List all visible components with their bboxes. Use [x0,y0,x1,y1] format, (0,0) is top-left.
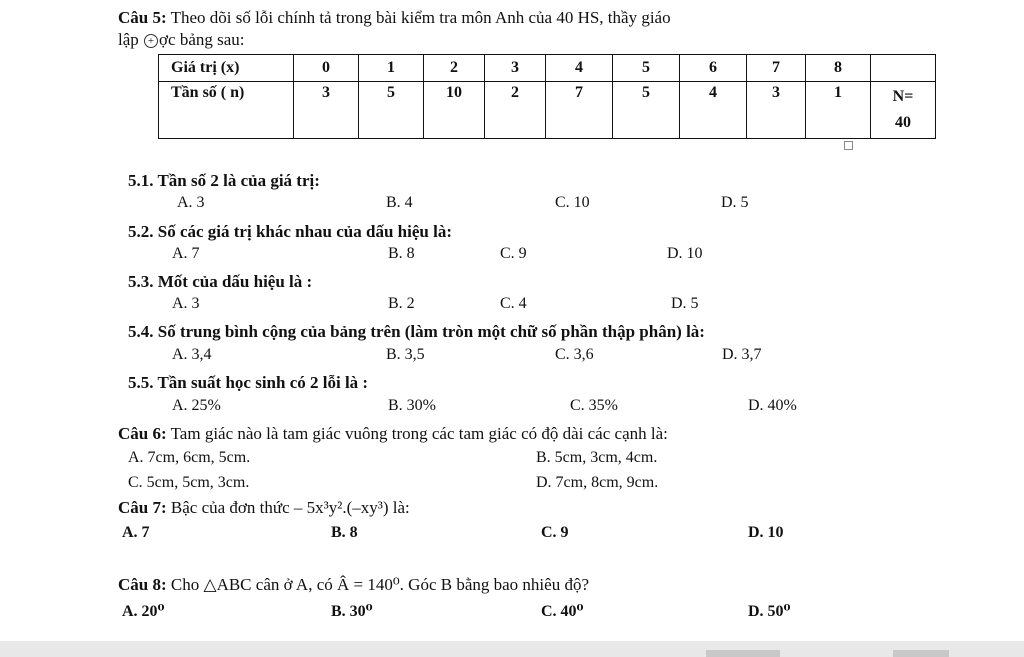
option-c[interactable]: C. 3,6 [555,346,594,363]
option-d[interactable]: D. 10 [748,524,784,541]
option-c[interactable]: C. 9 [500,245,527,262]
table-cell: 5 [613,82,680,139]
table-cell: 6 [680,55,747,82]
option-b[interactable]: B. 30% [388,397,436,414]
table-row-values [159,55,936,82]
table-cell-empty [871,55,936,82]
table-cell: 3 [294,82,359,139]
table-cell: 0 [294,55,359,82]
option-d[interactable]: D. 50⁰ [748,603,791,620]
question-5-5-stem: 5.5. Tần suất học sinh có 2 lỗi là : [128,373,369,392]
table-cell: 4 [546,55,613,82]
table-header-value: Giá trị (x) [159,55,294,82]
table-cell: 10 [424,82,485,139]
q5-intro-line2-start: lập [118,30,144,49]
option-a[interactable]: A. 3 [172,295,200,312]
question-5-2-stem: 5.2. Số các giá trị khác nhau của dấu hiệu là: [128,222,452,241]
scrollbar-thumb-secondary[interactable] [893,650,949,657]
q5-intro-line2 [118,30,245,50]
table-resize-handle-icon[interactable] [844,141,853,150]
table-cell: 5 [613,55,680,82]
table-cell: 4 [680,82,747,139]
table-cell: 5 [359,82,424,139]
q5-intro-line2-end: ợc bảng sau: [159,30,245,49]
q6-label: Câu 6: [118,424,167,443]
table-cell: 3 [485,55,546,82]
option-c[interactable]: C. 9 [541,524,569,541]
option-a[interactable]: A. 7cm, 6cm, 5cm. [128,449,251,466]
table-cell: 1 [359,55,424,82]
option-d[interactable]: D. 10 [667,245,703,262]
plus-icon[interactable]: + [144,34,158,48]
question-6-stem [118,424,668,444]
table-cell: 3 [747,82,806,139]
q7-expression: – 5x³y².(–xy³) [293,498,389,517]
option-a[interactable]: A. 20⁰ [122,603,165,620]
q8-stem-end: . Góc B bằng bao nhiêu độ? [399,575,589,594]
question-5-1-stem: 5.1. Tần số 2 là của giá trị: [128,171,320,190]
question-8-stem [118,575,589,595]
q7-stem-start: Bậc của đơn thức [166,498,294,517]
option-d[interactable]: D. 40% [748,397,797,414]
frequency-table [158,54,936,139]
option-b[interactable]: B. 5cm, 3cm, 4cm. [536,449,658,466]
option-d[interactable]: D. 5 [671,295,699,312]
option-a[interactable]: A. 7 [172,245,200,262]
option-d[interactable]: D. 3,7 [722,346,762,363]
q7-label: Câu 7: [118,498,167,517]
option-b[interactable]: B. 8 [388,245,415,262]
option-c[interactable]: C. 35% [570,397,618,414]
option-c[interactable]: C. 10 [555,194,590,211]
question-7-stem [118,498,410,518]
option-c[interactable]: C. 5cm, 5cm, 3cm. [128,474,250,491]
option-a[interactable]: A. 25% [172,397,221,414]
q6-stem-text: Tam giác nào là tam giác vuông trong các tam giác có độ dài các cạnh là: [166,424,668,443]
option-a[interactable]: A. 3,4 [172,346,212,363]
option-b[interactable]: B. 30⁰ [331,603,373,620]
table-cell: 1 [806,82,871,139]
table-cell: 7 [747,55,806,82]
option-a[interactable]: A. 7 [122,524,150,541]
table-header-frequency: Tần số ( n) [159,82,294,139]
option-b[interactable]: B. 4 [386,194,413,211]
total-value: 40 [895,114,911,131]
option-b[interactable]: B. 8 [331,524,358,541]
option-a[interactable]: A. 3 [177,194,205,211]
bottom-toolbar-strip [0,641,1024,657]
question-5-3-stem: 5.3. Mốt của dấu hiệu là : [128,272,313,291]
q8-stem-start: Cho △ABC cân ở A, có Â = 140⁰ [166,575,400,594]
table-cell: 2 [485,82,546,139]
table-row-frequencies [159,82,936,139]
q5-label: Câu 5: [118,8,167,27]
q5-intro-text: Theo dõi số lỗi chính tả trong bài kiểm tra môn Anh của 40 HS, thầy giáo [166,8,671,27]
table-cell: 2 [424,55,485,82]
q5-intro-line1 [118,8,671,28]
q7-stem-end: là: [388,498,410,517]
option-c[interactable]: C. 40⁰ [541,603,584,620]
option-c[interactable]: C. 4 [500,295,527,312]
option-b[interactable]: B. 3,5 [386,346,425,363]
option-d[interactable]: D. 7cm, 8cm, 9cm. [536,474,659,491]
option-d[interactable]: D. 5 [721,194,749,211]
table-cell-total [871,82,936,139]
option-b[interactable]: B. 2 [388,295,415,312]
table-cell: 7 [546,82,613,139]
scrollbar-thumb[interactable] [706,650,780,657]
question-5-4-stem: 5.4. Số trung bình cộng của bảng trên (làm tròn một chữ số phần thập phân) là: [128,322,705,341]
total-label: N= [892,88,914,105]
table-cell: 8 [806,55,871,82]
q8-label: Câu 8: [118,575,167,594]
